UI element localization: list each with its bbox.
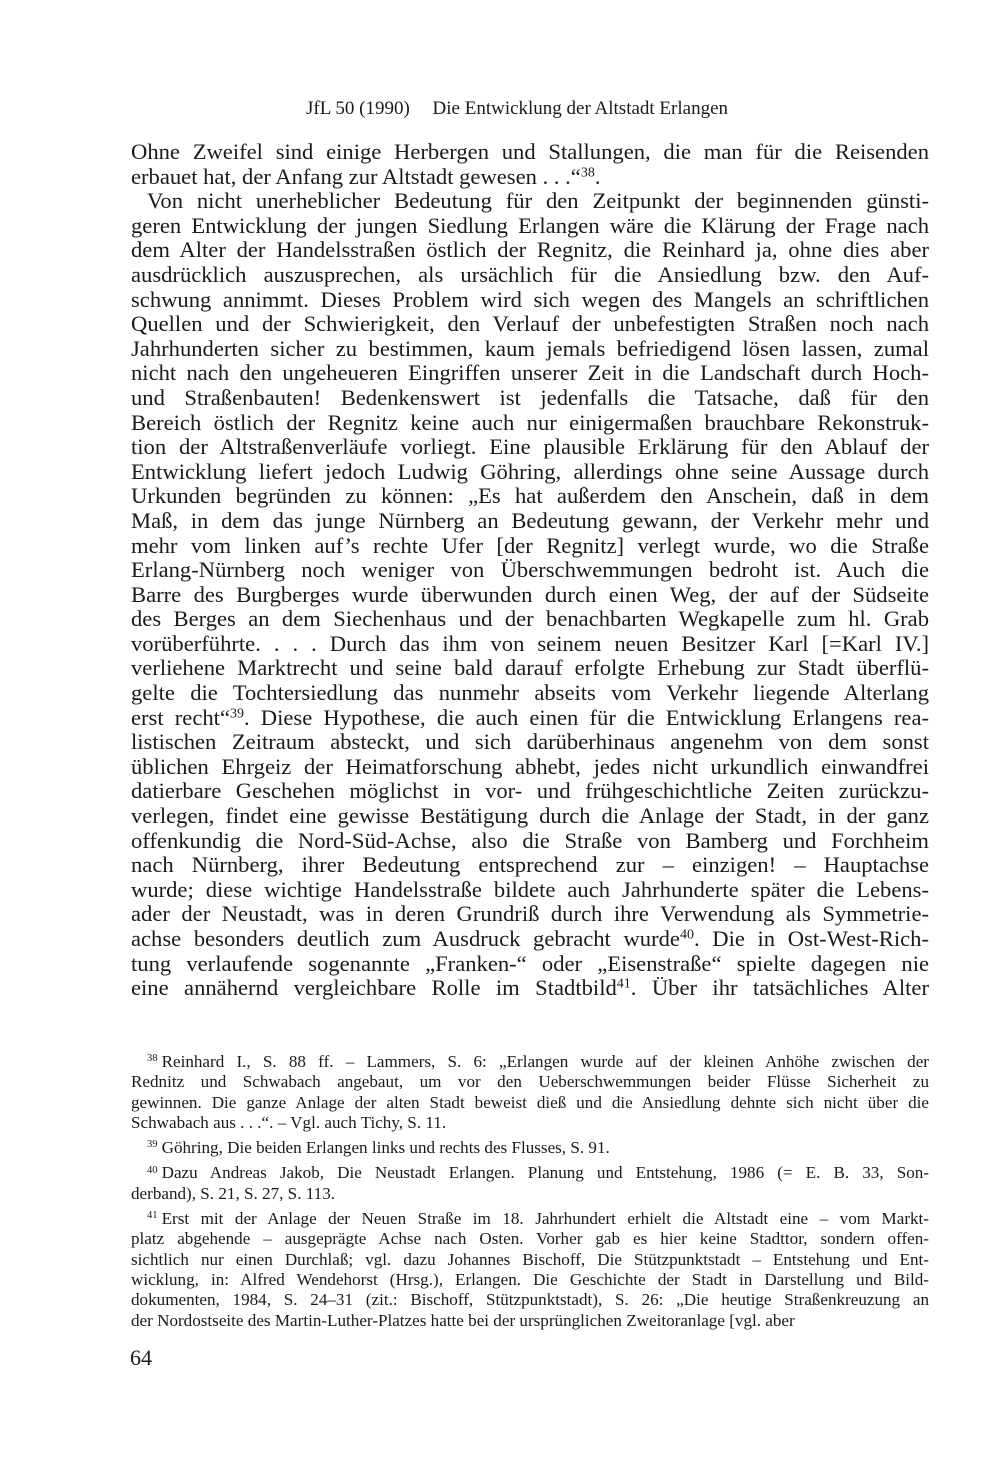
body-line (131, 730, 929, 755)
article-title: Die Entwicklung der Altstadt Erlangen (432, 98, 729, 119)
body-line-text: Quellen und der Schwierigkeit, den Verlauf der unbefestigten Straßen noch nach (131, 311, 929, 337)
footnote-reference: 38 (580, 164, 595, 180)
body-line-text: tion der Altstraßenverläufe vorliegt. Eine plausible Erklärung für den Ablauf der (131, 434, 929, 460)
body-line-text-continued: . Diese Hypothese, die auch einen für die Entwicklung Erlangens rea- (243, 704, 929, 730)
footnote-line-text: dokumenten, 1984, S. 24–31 (zit.: Bischoff, Stützpunktstadt), S. 26: „Die heutige Straßenkreuzung an (131, 1290, 929, 1310)
body-line (131, 484, 929, 509)
body-line-text: verliehene Marktrecht und seine bald darauf erfolgte Erhebung zur Stadt überflü- (131, 655, 929, 681)
footnotes (131, 1052, 929, 1336)
footnote-line-text: platz abgehende – ausgeprägte Achse nach Osten. Vorher gab es hier keine Stadttor, sondern offen- (131, 1229, 929, 1249)
body-line (131, 607, 929, 632)
body-line (131, 558, 929, 583)
body-line (131, 779, 929, 804)
body-line-text: des Berges an dem Siechenhaus und der benachbarten Wegkapelle zum hl. Grab (131, 606, 929, 632)
body-line-text: tung verlaufende sogenannte „Franken-“ oder „Eisenstraße“ spielte dagegen nie (131, 950, 929, 976)
footnote-number: 40 (147, 1164, 158, 1176)
body-line-text: Jahrhunderten sicher zu bestimmen, kaum jemals befriedigend lösen lassen, zumal (131, 335, 929, 361)
body-line-text: Von nicht unerheblicher Bedeutung für den Zeitpunkt der beginnenden günsti- (147, 188, 929, 214)
footnote-38 (131, 1052, 929, 1133)
footnote-41 (131, 1209, 929, 1331)
body-text (131, 140, 929, 1001)
page-number: 64 (130, 1345, 152, 1370)
body-line-text: listischen Zeitraum absteckt, und sich darüberhinaus angenehm von dem sonst (131, 729, 929, 755)
body-line-text: und Straßenbauten! Bedenkenswert ist jedenfalls die Tatsache, daß für den (131, 384, 929, 410)
footnote-line (131, 1093, 929, 1113)
body-line-text: offenkundig die Nord-Süd-Achse, also die Straße von Bamberg und Forchheim (131, 827, 929, 853)
body-line (131, 460, 929, 485)
body-line (131, 165, 929, 190)
footnote-number: 38 (147, 1053, 158, 1065)
footnote-line-text: wicklung, in: Alfred Wendehorst (Hrsg.), Erlangen. Die Geschichte der Stadt in Darstellung und Bild- (131, 1269, 929, 1289)
body-line (131, 853, 929, 878)
body-line (131, 386, 929, 411)
footnote-number: 39 (147, 1139, 158, 1151)
footnote-line-text: sichtlich nur einen Durchlaß; vgl. dazu Johannes Bischoff, Die Stützpunktstadt – Entstehung und Ent- (131, 1249, 929, 1269)
body-line-text: ausdrücklich auszusprechen, als ursächlich für die Ansiedlung bzw. den Auf- (131, 261, 929, 287)
footnote-line-text: der Nordostseite des Martin-Luther-Platzes hatte bei der ursprünglichen Zweitoranlage [vgl. aber (131, 1310, 795, 1330)
footnote-number: 41 (147, 1210, 158, 1222)
body-line-text: achse besonders deutlich zum Ausdruck gebracht wurde (131, 926, 680, 951)
body-line (131, 312, 929, 337)
body-line (131, 238, 929, 263)
body-line (131, 952, 929, 977)
body-line (131, 263, 929, 288)
footnote-line (131, 1290, 929, 1310)
body-line (131, 829, 929, 854)
body-line (131, 361, 929, 386)
footnote-line (131, 1311, 929, 1331)
footnote-line (131, 1229, 929, 1249)
body-line-text: nicht nach den ungeheueren Eingriffen unserer Zeit in die Landschaft durch Hoch- (131, 360, 929, 386)
body-line (131, 632, 929, 657)
body-line (131, 804, 929, 829)
footnote-line-text: Erst mit der Anlage der Neuen Straße im 18. Jahrhundert erhielt die Altstadt eine – vom Markt- (161, 1209, 929, 1229)
body-line-text: Maß, in dem das junge Nürnberg an Bedeutung gewann, der Verkehr mehr und (131, 507, 929, 533)
footnote-line (131, 1209, 929, 1229)
body-line-text: erbauet hat, der Anfang zur Altstadt gewesen . . .“ (131, 163, 581, 189)
body-line (131, 583, 929, 608)
body-line (131, 337, 929, 362)
footnote-line (131, 1250, 929, 1270)
body-line-text: ader der Neustadt, was in deren Grundriß durch ihre Verwendung als Symmetrie- (131, 901, 929, 927)
footnote-reference: 40 (679, 927, 694, 943)
footnote-40 (131, 1163, 929, 1204)
footnote-line (131, 1270, 929, 1290)
body-line (131, 927, 929, 952)
footnote-line (131, 1138, 929, 1158)
body-line-text-continued: . Die in Ost-West-Rich- (693, 926, 929, 951)
body-line (131, 656, 929, 681)
body-line-text: gelte die Tochtersiedlung das nunmehr abseits vom Verkehr liegende Alterlang (131, 680, 929, 706)
footnote-line-text: Reinhard I., S. 88 ff. – Lammers, S. 6: „Erlangen wurde auf der kleinen Anhöhe zwischen der (161, 1052, 929, 1071)
body-line (131, 902, 929, 927)
footnote-line-text: Schwabach aus . . .“. – Vgl. auch Tichy, S. 11. (131, 1112, 447, 1132)
body-line-text-continued: . Über ihr tatsächliches Alter (630, 975, 929, 1001)
body-line-text: üblichen Ehrgeiz der Heimatforschung abhebt, jedes nicht urkundlich einwandfrei (131, 753, 929, 779)
body-line (131, 976, 929, 1001)
body-line (131, 214, 929, 239)
body-line-text: Bereich östlich der Regnitz keine auch nur einigermaßen brauchbare Rekonstruk- (131, 409, 929, 435)
body-line-text: Barre des Burgberges wurde überwunden durch einen Weg, der auf der Südseite (131, 581, 929, 607)
footnote-line (131, 1184, 929, 1204)
body-line-text: Ohne Zweifel sind einige Herbergen und Stallungen, die man für die Reisenden (131, 139, 929, 164)
footnote-line (131, 1052, 929, 1072)
body-line (131, 140, 929, 165)
footnote-line-text: Göhring, Die beiden Erlangen links und rechts des Flusses, S. 91. (161, 1138, 610, 1158)
body-line-text: nach Nürnberg, ihrer Bedeutung entsprechend zur – einzigen! – Hauptachse (131, 852, 929, 878)
body-line (131, 288, 929, 313)
body-line (131, 878, 929, 903)
body-line (131, 509, 929, 534)
footnote-line (131, 1113, 929, 1133)
body-line-text: datierbare Geschehen möglichst in vor- und frühgeschichtliche Zeiten zurückzu- (131, 778, 929, 804)
running-header (306, 98, 728, 120)
footnote-reference: 41 (616, 976, 631, 992)
body-line-text: vorüberführte. . . . Durch das ihm von seinem neuen Besitzer Karl [=Karl IV.] (131, 630, 929, 656)
footnote-line-text: gewinnen. Die ganze Anlage der alten Stadt beweist dieß und die Ansiedlung dehnte sich nicht über die (131, 1092, 929, 1112)
body-line-text: verlegen, findet eine gewisse Bestätigung durch die Anlage der Stadt, in der ganz (131, 803, 929, 829)
footnote-line-text: derband), S. 21, S. 27, S. 113. (131, 1183, 336, 1203)
body-line (131, 435, 929, 460)
body-line-text: mehr vom linken auf’s rechte Ufer [der Regnitz] verlegt wurde, wo die Straße (131, 532, 929, 558)
footnote-line-text: Dazu Andreas Jakob, Die Neustadt Erlangen. Planung und Entstehung, 1986 (= E. B. 33, Son- (161, 1163, 929, 1183)
body-line-text: Erlang-Nürnberg noch weniger von Überschwemmungen bedroht ist. Auch die (131, 557, 929, 583)
body-line-text: Entwicklung liefert jedoch Ludwig Göhring, allerdings ohne seine Aussage durch (131, 458, 929, 484)
journal-reference: JfL 50 (1990) (306, 98, 410, 119)
body-line-text: geren Entwicklung der jungen Siedlung Erlangen wäre die Klärung der Frage nach (131, 212, 929, 238)
body-line-text: Urkunden begründen zu können: „Es hat außerdem den Anschein, daß in dem (131, 483, 929, 509)
body-line-text: wurde; diese wichtige Handelsstraße bildete auch Jahrhunderte später die Lebens- (131, 876, 929, 902)
footnote-line-text: Rednitz und Schwabach angebaut, um vor den Ueberschwemmungen beider Flüsse Sicherheit zu (131, 1072, 929, 1092)
body-line (131, 534, 929, 559)
footnote-line (131, 1072, 929, 1092)
footnote-39 (131, 1138, 929, 1158)
body-line (131, 706, 929, 731)
body-line (131, 411, 929, 436)
body-line (131, 189, 929, 214)
body-line-text-continued: . (594, 163, 601, 189)
body-line (131, 755, 929, 780)
footnote-line (131, 1163, 929, 1183)
body-line (131, 681, 929, 706)
body-line-text: dem Alter der Handelsstraßen östlich der Regnitz, die Reinhard ja, ohne dies aber (131, 237, 929, 263)
body-line-text: schwung annimmt. Dieses Problem wird sich wegen des Mangels an schriftlichen (131, 286, 929, 312)
body-line-text: erst recht“ (131, 704, 230, 730)
footnote-reference: 39 (229, 705, 244, 721)
body-line-text: eine annähernd vergleichbare Rolle im Stadtbild (131, 975, 617, 1001)
